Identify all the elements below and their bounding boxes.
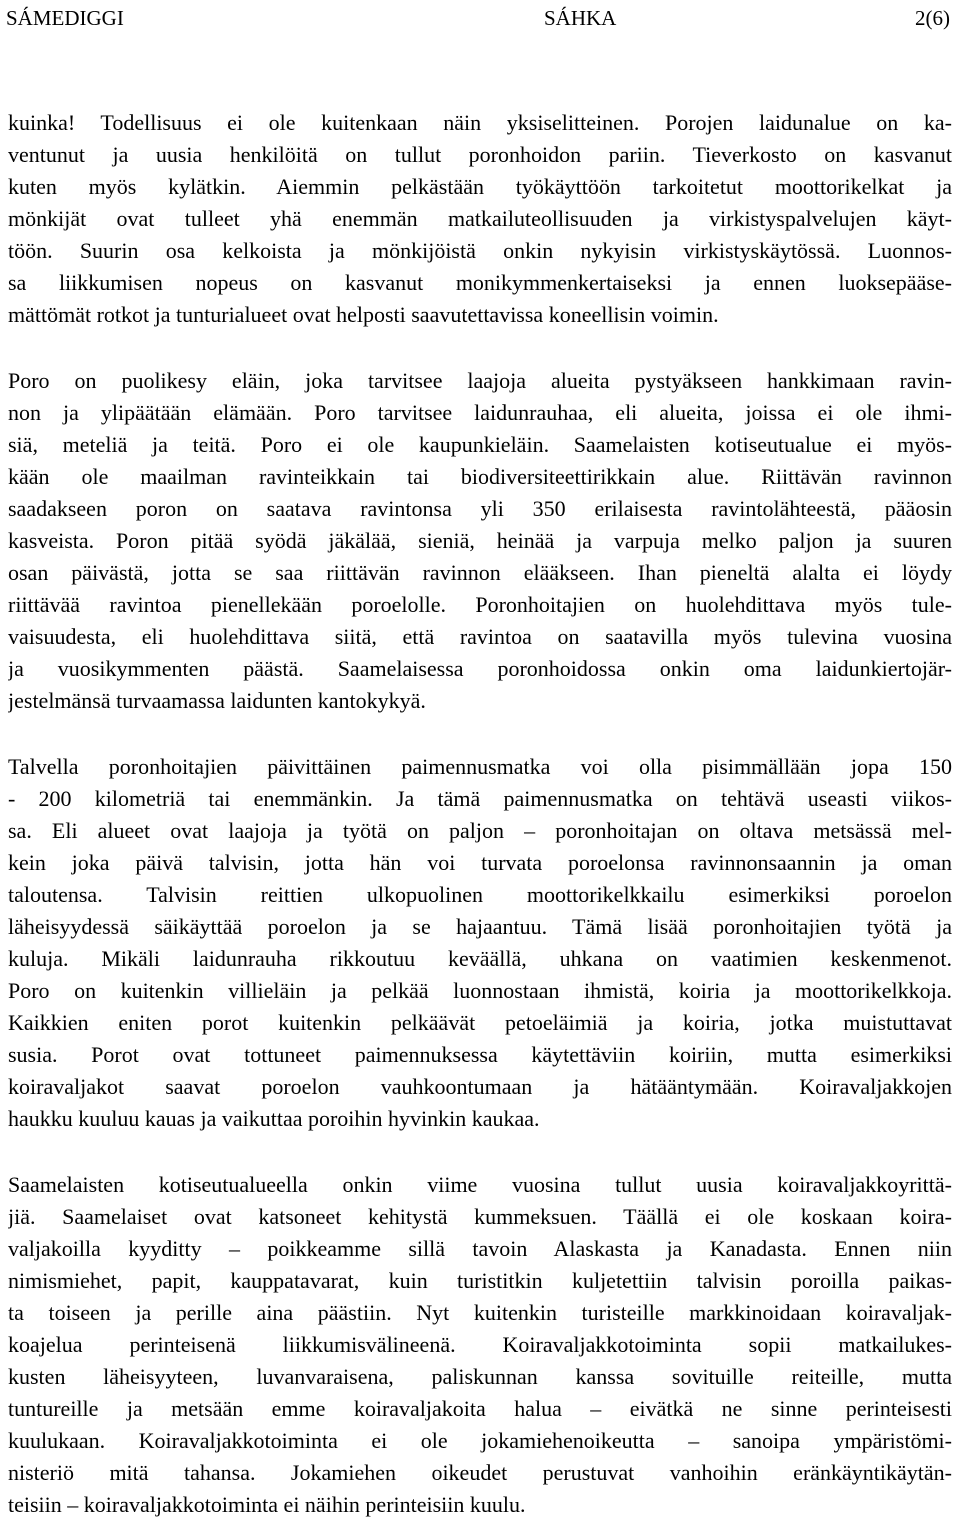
text-line: ventunut ja uusia henkilöitä on tullut poronhoidon pariin. Tieverkosto on kasvanut xyxy=(8,142,952,167)
text-line: Saamelaisten kotiseutualueella onkin viime vuosina tullut uusia koiravaljakkoyrittä- xyxy=(8,1172,952,1197)
text-line: nisteriö mitä tahansa. Jokamiehen oikeudet perustuvat vanhoihin eränkäyntikäytän- xyxy=(8,1460,952,1485)
header-document-type: SÁHKA xyxy=(544,6,617,30)
text-line: sa liikkumisen nopeus on kasvanut monikymmenkertaiseksi ja ennen luoksepääse- xyxy=(8,270,952,295)
text-line: mönkijät ovat tulleet yhä enemmän matkailuteollisuuden ja virkistyspalvelujen käyt- xyxy=(8,206,952,231)
text-line: kasveista. Poron pitää syödä jäkälää, sieniä, heinää ja varpuja melko paljon ja suuren xyxy=(8,528,952,553)
text-line: kuten myös kylätkin. Aiemmin pelkästään työkäyttöön tarkoitetut moottorikelkat ja xyxy=(8,174,952,199)
text-line: kusten läheisyyteen, luvanvaraisena, paliskunnan kanssa sovituille reiteille, mutta xyxy=(8,1364,952,1389)
paragraph-3 xyxy=(8,751,952,1135)
text-line: - 200 kilometriä tai enemmänkin. Ja tämä paimennusmatka on tehtävä useasti viikos- xyxy=(8,786,952,811)
header-organization: SÁMEDIGGI xyxy=(6,6,124,30)
header-page-number: 2(6) xyxy=(915,6,950,30)
text-line: kuluja. Mikäli laidunrauha rikkoutuu keväällä, uhkana on vaatimien keskenmenot. xyxy=(8,946,952,971)
text-line: nimismiehet, papit, kauppatavarat, kuin turistitkin kuljetettiin talvisin poroilla paikas- xyxy=(8,1268,952,1293)
text-line: saadakseen poron on saatava ravintonsa yli 350 erilaisesta ravintolähteestä, pääosin xyxy=(8,496,952,521)
text-line: vaisuudesta, eli huolehdittava siitä, että ravintoa on saatavilla myös tulevina vuosina xyxy=(8,624,952,649)
page-header xyxy=(6,4,950,32)
text-line: susia. Porot ovat tottuneet paimennuksessa käytettäviin koiriin, mutta esimerkiksi xyxy=(8,1042,952,1067)
text-line: sa. Eli alueet ovat laajoja ja työtä on paljon – poronhoitajan on oltava metsässä mel- xyxy=(8,818,952,843)
text-line: Talvella poronhoitajien päivittäinen paimennusmatka voi olla pisimmällään jopa 150 xyxy=(8,754,952,779)
text-line: töön. Suurin osa kelkoista ja mönkijöistä onkin nykyisin virkistyskäytössä. Luonnos- xyxy=(8,238,952,263)
document-body xyxy=(8,107,952,1521)
text-line: jestelmänsä turvaamassa laidunten kantokykyä. xyxy=(8,688,426,713)
text-line: riittävää ravintoa pienellekään poroelolle. Poronhoitajien on huolehdittava myös tule- xyxy=(8,592,952,617)
text-line: mättömät rotkot ja tunturialueet ovat helposti saavutettavissa koneellisin voimin. xyxy=(8,302,719,327)
paragraph-4 xyxy=(8,1169,952,1521)
text-line: kuinka! Todellisuus ei ole kuitenkaan näin yksiselitteinen. Porojen laidunalue on ka- xyxy=(8,110,952,135)
text-line: siä, meteliä ja teitä. Poro ei ole kaupunkieläin. Saamelaisten kotiseutualue ei myös- xyxy=(8,432,952,457)
text-line: haukku kuuluu kauas ja vaikuttaa poroihin hyvinkin kaukaa. xyxy=(8,1106,540,1131)
text-line: Kaikkien eniten porot kuitenkin pelkäävät petoeläimiä ja koiria, jotka muistuttavat xyxy=(8,1010,952,1035)
text-line: tuntureille ja metsään emme koiravaljakoita halua – eivätkä ne sinne perinteisesti xyxy=(8,1396,952,1421)
text-line: jiä. Saamelaiset ovat katsoneet kehitystä kummeksuen. Täällä ei ole koskaan koira- xyxy=(8,1204,952,1229)
text-line: teisiin – koiravaljakkotoiminta ei näihin perinteisiin kuulu. xyxy=(8,1492,526,1517)
text-line: koajelua perinteisenä liikkumisvälineenä. Koiravaljakkotoiminta sopii matkailukes- xyxy=(8,1332,952,1357)
text-line: kein joka päivä talvisin, jotta hän voi turvata poroelonsa ravinnonsaannin ja oman xyxy=(8,850,952,875)
paragraph-1 xyxy=(8,107,952,331)
text-line: osan päivästä, jotta se saa riittävän ravinnon elääkseen. Ihan pieneltä alalta ei löydy xyxy=(8,560,952,585)
text-line: kään ole maailman ravinteikkain tai biodiversiteettirikkain alue. Riittävän ravinnon xyxy=(8,464,952,489)
text-line: non ja ylipäätään elämään. Poro tarvitsee laidunrauhaa, eli alueita, joissa ei ole ihmi- xyxy=(8,400,952,425)
text-line: valjakoilla kyyditty – poikkeamme sillä tavoin Alaskasta ja Kanadasta. Ennen niin xyxy=(8,1236,952,1261)
paragraph-2 xyxy=(8,365,952,717)
text-line: kuulukaan. Koiravaljakkotoiminta ei ole jokamiehenoikeutta – sanoipa ympäristömi- xyxy=(8,1428,952,1453)
text-line: taloutensa. Talvisin reittien ulkopuolinen moottorikelkkailu esimerkiksi poroelon xyxy=(8,882,952,907)
text-line: Poro on kuitenkin villieläin ja pelkää luonnostaan ihmistä, koiria ja moottorikelkkoja. xyxy=(8,978,952,1003)
text-line: ta toiseen ja perille aina päästiin. Nyt kuitenkin turisteille markkinoidaan koiravaljak- xyxy=(8,1300,952,1325)
text-line: koiravaljakot saavat poroelon vauhkoontumaan ja hätääntymään. Koiravaljakkojen xyxy=(8,1074,952,1099)
text-line: ja vuosikymmenten päästä. Saamelaisessa poronhoidossa onkin oma laidunkiertojär- xyxy=(8,656,952,681)
text-line: Poro on puolikesy eläin, joka tarvitsee laajoja alueita pystyäkseen hankkimaan ravin- xyxy=(8,368,952,393)
text-line: läheisyydessä säikäyttää poroelon ja se hajaantuu. Tämä lisää poronhoitajien työtä ja xyxy=(8,914,952,939)
